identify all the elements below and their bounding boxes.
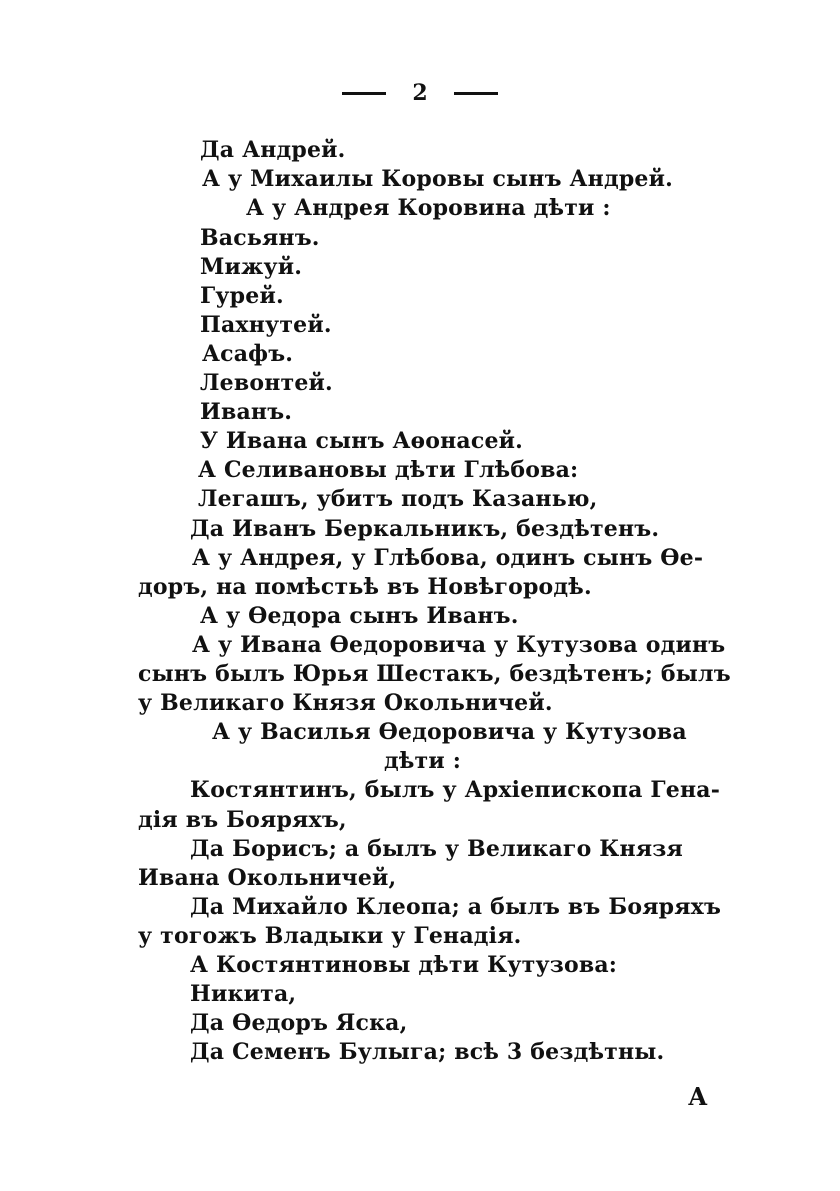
text-line: Гурей. bbox=[200, 283, 284, 309]
text-line: доръ, на помѣстьѣ въ Новѣгородѣ. bbox=[138, 574, 592, 600]
text-line: Костянтинъ, былъ у Архіепископа Гена- bbox=[190, 777, 721, 803]
section-heading: А у Андрея Коровина дѣти : bbox=[246, 195, 611, 221]
header-rule-left bbox=[342, 92, 386, 95]
text-line: дія въ Бояряхъ, bbox=[138, 807, 347, 833]
text-line: А Костянтиновы дѣти Кутузова: bbox=[190, 952, 618, 978]
section-heading: дѣти : bbox=[384, 748, 462, 774]
page-header bbox=[0, 80, 840, 106]
text-line: Асафъ. bbox=[202, 341, 294, 367]
text-line: А у Андрея, у Глѣбова, одинъ сынъ Ѳе- bbox=[192, 545, 704, 571]
text-line: Да Борисъ; а былъ у Великаго Князя bbox=[190, 836, 683, 862]
text-line: Да Семенъ Булыга; всѣ 3 бездѣтны. bbox=[190, 1039, 665, 1065]
text-line: Да Ѳедоръ Яска, bbox=[190, 1010, 408, 1036]
header-rule-right bbox=[454, 92, 498, 95]
text-line: Да Михайло Клеопа; а былъ въ Бояряхъ bbox=[190, 894, 722, 920]
text-line: Иванъ. bbox=[200, 399, 293, 425]
text-line: сынъ былъ Юрья Шестакъ, бездѣтенъ; былъ bbox=[138, 661, 731, 687]
text-line: Ивана Окольничей, bbox=[138, 865, 397, 891]
text-line: Легашъ, убитъ подъ Казанью, bbox=[198, 486, 598, 512]
text-line: А у Ѳедора сынъ Иванъ. bbox=[200, 603, 519, 629]
page-number: 2 bbox=[412, 80, 428, 106]
text-line: Никита, bbox=[190, 981, 297, 1007]
text-line: у тогожъ Владыки у Генадія. bbox=[138, 923, 522, 949]
text-line: Да Иванъ Беркальникъ, бездѣтенъ. bbox=[190, 516, 660, 542]
text-line: А у Михаилы Коровы сынъ Андрей. bbox=[202, 166, 673, 192]
text-line: А Селивановы дѣти Глѣбова: bbox=[198, 457, 579, 483]
text-line: У Ивана сынъ Аѳонасей. bbox=[200, 428, 524, 454]
section-heading: А у Василья Ѳедоровича у Кутузова bbox=[212, 719, 687, 745]
text-line: А у Ивана Ѳедоровича у Кутузова одинъ bbox=[192, 632, 726, 658]
catchword: А bbox=[688, 1082, 708, 1111]
text-line: у Великаго Князя Окольничей. bbox=[138, 690, 553, 716]
text-line: Да Андрей. bbox=[200, 137, 346, 163]
text-line: Васьянъ. bbox=[200, 225, 320, 251]
text-line: Пахнутей. bbox=[200, 312, 332, 338]
text-line: Мижуй. bbox=[200, 254, 303, 280]
text-line: Левонтей. bbox=[200, 370, 333, 396]
